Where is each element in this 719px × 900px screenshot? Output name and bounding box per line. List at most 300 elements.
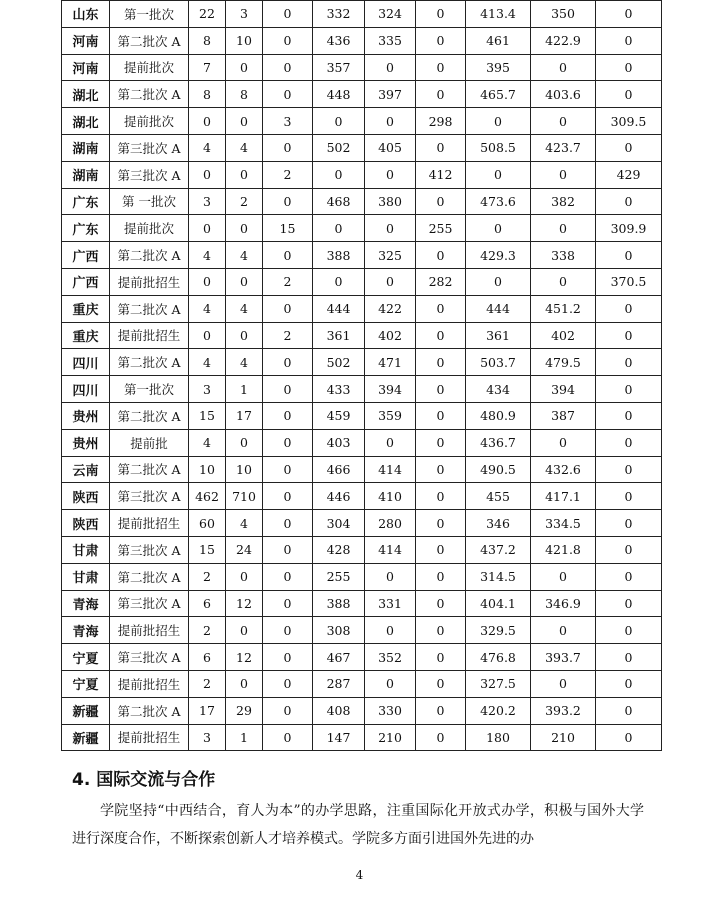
- table-cell: 1: [226, 724, 263, 751]
- table-cell: 2: [189, 617, 226, 644]
- table-cell: 10: [226, 27, 263, 54]
- province-cell: 重庆: [62, 322, 110, 349]
- table-cell: 0: [263, 590, 313, 617]
- table-cell: 394: [531, 376, 596, 403]
- table-cell: 0: [531, 268, 596, 295]
- table-cell: 4: [226, 295, 263, 322]
- table-cell: 0: [226, 215, 263, 242]
- table-cell: 0: [263, 242, 313, 269]
- table-cell: 17: [189, 697, 226, 724]
- table-cell: 4: [189, 429, 226, 456]
- table-cell: 0: [416, 429, 466, 456]
- table-cell: 382: [531, 188, 596, 215]
- table-cell: 0: [226, 617, 263, 644]
- table-cell: 6: [189, 590, 226, 617]
- table-cell: 29: [226, 697, 263, 724]
- batch-cell: 提前批招生: [110, 510, 189, 537]
- batch-cell: 第二批次 A: [110, 697, 189, 724]
- table-cell: 338: [531, 242, 596, 269]
- table-cell: 60: [189, 510, 226, 537]
- table-cell: 0: [531, 54, 596, 81]
- table-cell: 0: [531, 670, 596, 697]
- table-cell: 0: [226, 268, 263, 295]
- table-row: [62, 670, 662, 697]
- table-row: [62, 617, 662, 644]
- table-cell: 502: [313, 134, 365, 161]
- table-cell: 468: [313, 188, 365, 215]
- table-cell: 0: [596, 402, 662, 429]
- table-cell: 413.4: [466, 1, 531, 28]
- table-cell: 0: [416, 697, 466, 724]
- table-cell: 17: [226, 402, 263, 429]
- table-cell: 10: [226, 456, 263, 483]
- section-paragraph: 学院坚持“中西结合，育人为本”的办学思路，注重国际化开放式办学，积极与国外大学进行深度合作，不断探索创新人才培养模式。学院多方面引进国外先进的办: [72, 803, 644, 847]
- province-cell: 广东: [62, 215, 110, 242]
- table-cell: 0: [416, 349, 466, 376]
- table-cell: 3: [189, 188, 226, 215]
- table-row: [62, 644, 662, 671]
- table-cell: 412: [416, 161, 466, 188]
- batch-cell: 第二批次 A: [110, 563, 189, 590]
- table-cell: 4: [189, 295, 226, 322]
- table-row: [62, 697, 662, 724]
- table-row: [62, 268, 662, 295]
- table-cell: 2: [263, 161, 313, 188]
- table-cell: 0: [263, 54, 313, 81]
- table-cell: 0: [263, 27, 313, 54]
- batch-cell: 第一批次: [110, 376, 189, 403]
- table-cell: 330: [365, 697, 416, 724]
- table-cell: 3: [189, 376, 226, 403]
- table-cell: 508.5: [466, 134, 531, 161]
- table-cell: 329.5: [466, 617, 531, 644]
- province-cell: 广东: [62, 188, 110, 215]
- province-cell: 贵州: [62, 402, 110, 429]
- table-row: [62, 590, 662, 617]
- table-cell: 0: [226, 322, 263, 349]
- batch-cell: 提前批招生: [110, 617, 189, 644]
- admission-score-table: [61, 0, 662, 751]
- table-cell: 448: [313, 81, 365, 108]
- table-cell: 0: [189, 108, 226, 135]
- table-row: [62, 510, 662, 537]
- table-cell: 147: [313, 724, 365, 751]
- table-cell: 325: [365, 242, 416, 269]
- table-cell: 4: [226, 242, 263, 269]
- table-cell: 0: [596, 322, 662, 349]
- table-cell: 0: [596, 27, 662, 54]
- table-body: [62, 1, 662, 751]
- table-cell: 0: [263, 349, 313, 376]
- table-cell: 0: [416, 590, 466, 617]
- table-cell: 393.2: [531, 697, 596, 724]
- table-cell: 0: [596, 242, 662, 269]
- table-cell: 3: [226, 1, 263, 28]
- table-cell: 255: [416, 215, 466, 242]
- batch-cell: 提前批招生: [110, 322, 189, 349]
- table-cell: 0: [596, 81, 662, 108]
- table-row: [62, 295, 662, 322]
- table-cell: 0: [531, 617, 596, 644]
- table-cell: 0: [596, 644, 662, 671]
- table-cell: 0: [365, 429, 416, 456]
- table-cell: 0: [416, 563, 466, 590]
- table-row: [62, 376, 662, 403]
- table-cell: 2: [189, 670, 226, 697]
- table-cell: 0: [189, 161, 226, 188]
- table-cell: 0: [416, 54, 466, 81]
- table-cell: 309.9: [596, 215, 662, 242]
- table-cell: 0: [596, 483, 662, 510]
- province-cell: 山东: [62, 1, 110, 28]
- batch-cell: 第二批次 A: [110, 27, 189, 54]
- table-cell: 308: [313, 617, 365, 644]
- table-cell: 352: [365, 644, 416, 671]
- page-number: 4: [355, 868, 364, 882]
- table-cell: 397: [365, 81, 416, 108]
- batch-cell: 第三批次 A: [110, 161, 189, 188]
- batch-cell: 提前批招生: [110, 268, 189, 295]
- table-cell: 0: [365, 161, 416, 188]
- table-row: [62, 134, 662, 161]
- table-cell: 0: [596, 724, 662, 751]
- table-row: [62, 724, 662, 751]
- table-cell: 0: [416, 724, 466, 751]
- batch-cell: 提前批次: [110, 215, 189, 242]
- table-cell: 210: [531, 724, 596, 751]
- table-cell: 0: [596, 188, 662, 215]
- table-cell: 444: [313, 295, 365, 322]
- table-cell: 331: [365, 590, 416, 617]
- table-row: [62, 349, 662, 376]
- table-cell: 24: [226, 536, 263, 563]
- province-cell: 四川: [62, 376, 110, 403]
- table-cell: 0: [596, 670, 662, 697]
- table-cell: 414: [365, 536, 416, 563]
- province-cell: 重庆: [62, 295, 110, 322]
- table-row: [62, 563, 662, 590]
- table-cell: 0: [531, 215, 596, 242]
- province-cell: 湖北: [62, 81, 110, 108]
- table-cell: 0: [416, 644, 466, 671]
- table-cell: 3: [263, 108, 313, 135]
- table-cell: 476.8: [466, 644, 531, 671]
- province-cell: 甘肃: [62, 563, 110, 590]
- table-cell: 0: [263, 724, 313, 751]
- table-cell: 502: [313, 349, 365, 376]
- table-cell: 327.5: [466, 670, 531, 697]
- table-cell: 380: [365, 188, 416, 215]
- table-cell: 0: [263, 697, 313, 724]
- table-cell: 395: [466, 54, 531, 81]
- table-cell: 480.9: [466, 402, 531, 429]
- table-cell: 0: [596, 1, 662, 28]
- table-cell: 0: [416, 376, 466, 403]
- table-cell: 0: [263, 617, 313, 644]
- table-cell: 403.6: [531, 81, 596, 108]
- table-cell: 0: [365, 108, 416, 135]
- batch-cell: 第三批次 A: [110, 134, 189, 161]
- table-cell: 0: [365, 670, 416, 697]
- province-cell: 宁夏: [62, 670, 110, 697]
- table-cell: 0: [596, 563, 662, 590]
- table-cell: 0: [263, 1, 313, 28]
- table-cell: 0: [416, 81, 466, 108]
- table-cell: 287: [313, 670, 365, 697]
- table-cell: 417.1: [531, 483, 596, 510]
- table-cell: 2: [263, 322, 313, 349]
- province-cell: 湖南: [62, 161, 110, 188]
- province-cell: 湖北: [62, 108, 110, 135]
- table-cell: 402: [531, 322, 596, 349]
- table-cell: 0: [416, 134, 466, 161]
- table-cell: 503.7: [466, 349, 531, 376]
- table-cell: 0: [313, 268, 365, 295]
- table-row: [62, 483, 662, 510]
- table-cell: 8: [189, 27, 226, 54]
- batch-cell: 提前批次: [110, 54, 189, 81]
- table-row: [62, 81, 662, 108]
- table-cell: 0: [226, 563, 263, 590]
- table-cell: 0: [531, 563, 596, 590]
- table-cell: 710: [226, 483, 263, 510]
- table-cell: 432.6: [531, 456, 596, 483]
- table-cell: 410: [365, 483, 416, 510]
- table-cell: 414: [365, 456, 416, 483]
- table-cell: 0: [226, 429, 263, 456]
- batch-cell: 提前批招生: [110, 724, 189, 751]
- table-cell: 8: [226, 81, 263, 108]
- table-cell: 309.5: [596, 108, 662, 135]
- table-row: [62, 27, 662, 54]
- batch-cell: 第二批次 A: [110, 242, 189, 269]
- table-cell: 304: [313, 510, 365, 537]
- table-cell: 422: [365, 295, 416, 322]
- table-cell: 388: [313, 242, 365, 269]
- batch-cell: 提前批招生: [110, 670, 189, 697]
- table-cell: 0: [466, 108, 531, 135]
- table-cell: 4: [226, 510, 263, 537]
- table-cell: 0: [416, 242, 466, 269]
- table-cell: 1: [226, 376, 263, 403]
- table-cell: 0: [416, 322, 466, 349]
- table-row: [62, 242, 662, 269]
- province-cell: 四川: [62, 349, 110, 376]
- table-cell: 0: [365, 268, 416, 295]
- province-cell: 贵州: [62, 429, 110, 456]
- table-cell: 0: [263, 644, 313, 671]
- table-cell: 0: [596, 54, 662, 81]
- table-cell: 0: [466, 268, 531, 295]
- province-cell: 陕西: [62, 483, 110, 510]
- table-cell: 428: [313, 536, 365, 563]
- table-cell: 15: [189, 536, 226, 563]
- table-cell: 0: [263, 188, 313, 215]
- table-cell: 4: [226, 134, 263, 161]
- batch-cell: 第二批次 A: [110, 456, 189, 483]
- province-cell: 湖南: [62, 134, 110, 161]
- table-cell: 0: [416, 1, 466, 28]
- table-cell: 0: [596, 510, 662, 537]
- table-cell: 298: [416, 108, 466, 135]
- table-cell: 8: [189, 81, 226, 108]
- table-row: [62, 402, 662, 429]
- table-cell: 405: [365, 134, 416, 161]
- table-row: [62, 161, 662, 188]
- province-cell: 新疆: [62, 697, 110, 724]
- table-cell: 346: [466, 510, 531, 537]
- table-cell: 444: [466, 295, 531, 322]
- table-cell: 471: [365, 349, 416, 376]
- table-row: [62, 188, 662, 215]
- batch-cell: 第一批次: [110, 1, 189, 28]
- table-cell: 359: [365, 402, 416, 429]
- table-cell: 423.7: [531, 134, 596, 161]
- table-cell: 4: [189, 134, 226, 161]
- table-cell: 324: [365, 1, 416, 28]
- table-cell: 4: [189, 242, 226, 269]
- table-cell: 403: [313, 429, 365, 456]
- batch-cell: 提前批: [110, 429, 189, 456]
- table-cell: 446: [313, 483, 365, 510]
- table-cell: 436: [313, 27, 365, 54]
- table-cell: 0: [263, 81, 313, 108]
- table-cell: 465.7: [466, 81, 531, 108]
- province-cell: 广西: [62, 242, 110, 269]
- table-cell: 0: [531, 108, 596, 135]
- table-cell: 0: [596, 134, 662, 161]
- province-cell: 云南: [62, 456, 110, 483]
- table-cell: 451.2: [531, 295, 596, 322]
- table-cell: 3: [189, 724, 226, 751]
- table-cell: 0: [531, 161, 596, 188]
- table-cell: 6: [189, 644, 226, 671]
- table-cell: 2: [189, 563, 226, 590]
- table-cell: 479.5: [531, 349, 596, 376]
- table-cell: 0: [263, 402, 313, 429]
- table-cell: 0: [189, 322, 226, 349]
- table-row: [62, 108, 662, 135]
- table-cell: 462: [189, 483, 226, 510]
- table-cell: 0: [416, 510, 466, 537]
- table-cell: 0: [263, 483, 313, 510]
- table-cell: 436.7: [466, 429, 531, 456]
- table-cell: 0: [596, 697, 662, 724]
- table-cell: 0: [416, 27, 466, 54]
- table-cell: 0: [226, 54, 263, 81]
- table-cell: 0: [466, 215, 531, 242]
- table-cell: 280: [365, 510, 416, 537]
- table-cell: 210: [365, 724, 416, 751]
- table-cell: 467: [313, 644, 365, 671]
- table-cell: 393.7: [531, 644, 596, 671]
- table-cell: 282: [416, 268, 466, 295]
- table-cell: 15: [263, 215, 313, 242]
- table-cell: 0: [596, 349, 662, 376]
- table-cell: 434: [466, 376, 531, 403]
- table-cell: 0: [416, 617, 466, 644]
- province-cell: 河南: [62, 54, 110, 81]
- table-cell: 0: [416, 483, 466, 510]
- table-cell: 12: [226, 644, 263, 671]
- table-cell: 388: [313, 590, 365, 617]
- table-row: [62, 1, 662, 28]
- table-cell: 15: [189, 402, 226, 429]
- table-cell: 0: [189, 215, 226, 242]
- table-cell: 0: [226, 108, 263, 135]
- table-cell: 429.3: [466, 242, 531, 269]
- table-cell: 0: [313, 161, 365, 188]
- table-cell: 332: [313, 1, 365, 28]
- table-row: [62, 322, 662, 349]
- province-cell: 广西: [62, 268, 110, 295]
- table-cell: 408: [313, 697, 365, 724]
- province-cell: 新疆: [62, 724, 110, 751]
- table-cell: 0: [596, 429, 662, 456]
- batch-cell: 提前批次: [110, 108, 189, 135]
- table-cell: 0: [596, 590, 662, 617]
- table-row: [62, 429, 662, 456]
- table-cell: 422.9: [531, 27, 596, 54]
- table-cell: 335: [365, 27, 416, 54]
- table-cell: 402: [365, 322, 416, 349]
- table-cell: 0: [365, 617, 416, 644]
- batch-cell: 第二批次 A: [110, 295, 189, 322]
- table-cell: 0: [263, 295, 313, 322]
- table-cell: 0: [263, 376, 313, 403]
- table-cell: 0: [416, 670, 466, 697]
- province-cell: 河南: [62, 27, 110, 54]
- batch-cell: 第 一批次: [110, 188, 189, 215]
- table-cell: 404.1: [466, 590, 531, 617]
- table-cell: 0: [596, 617, 662, 644]
- table-cell: 0: [263, 510, 313, 537]
- province-cell: 青海: [62, 617, 110, 644]
- table-cell: 0: [596, 295, 662, 322]
- table-cell: 22: [189, 1, 226, 28]
- table-cell: 0: [263, 134, 313, 161]
- table-cell: 0: [596, 536, 662, 563]
- table-cell: 0: [263, 670, 313, 697]
- table-cell: 314.5: [466, 563, 531, 590]
- table-cell: 473.6: [466, 188, 531, 215]
- batch-cell: 第三批次 A: [110, 644, 189, 671]
- table-cell: 4: [226, 349, 263, 376]
- table-cell: 0: [263, 536, 313, 563]
- table-cell: 361: [466, 322, 531, 349]
- table-row: [62, 456, 662, 483]
- province-cell: 甘肃: [62, 536, 110, 563]
- table-cell: 0: [365, 54, 416, 81]
- table-cell: 461: [466, 27, 531, 54]
- province-cell: 宁夏: [62, 644, 110, 671]
- table-cell: 0: [263, 429, 313, 456]
- table-cell: 0: [313, 108, 365, 135]
- table-cell: 7: [189, 54, 226, 81]
- table-cell: 255: [313, 563, 365, 590]
- table-cell: 0: [416, 456, 466, 483]
- table-cell: 10: [189, 456, 226, 483]
- table-cell: 0: [365, 563, 416, 590]
- table-cell: 490.5: [466, 456, 531, 483]
- batch-cell: 第二批次 A: [110, 349, 189, 376]
- table-cell: 394: [365, 376, 416, 403]
- table-cell: 433: [313, 376, 365, 403]
- table-cell: 420.2: [466, 697, 531, 724]
- table-cell: 0: [596, 456, 662, 483]
- table-cell: 0: [596, 376, 662, 403]
- table-cell: 357: [313, 54, 365, 81]
